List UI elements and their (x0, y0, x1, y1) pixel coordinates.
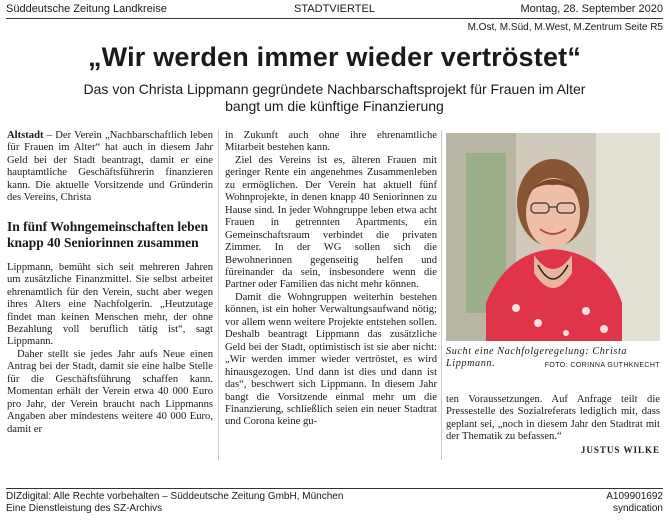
edition-info: M.Ost, M.Süd, M.West, M.Zentrum Seite R5 (467, 22, 663, 33)
paragraph: Ziel des Vereins ist es, älteren Frauen mit geringer Rente ein angenehmes Zusammenleben zu ermöglichen. Der Verein hat aktuell fünf Wohnprojekte, in denen knapp 40 Seniorinnen zu Hause sind. In jeder Wohngruppe leben etwa acht Frauen in getrennten Apartments, ein Gemeinschaftsraum verbindet die privaten Zimmer. In der WG sollen sich die Bewohnerinnen gegenseitig helfen und füreinander da sein, insbesondere wenn die Partner oder Familien das nicht mehr können. (225, 154, 437, 291)
paragraph: ten Voraussetzungen. Auf Anfrage teilt die Pressestelle des Sozialreferats lediglich mit, dass geplant sei, „noch in diesem Jahr den Stadtrat mit der Thematik zu befassen.“ (446, 394, 660, 443)
rights-notice: DIZdigital: Alle Rechte vorbehalten – Süddeutsche Zeitung GmbH, München (6, 491, 344, 502)
publication-name: Süddeutsche Zeitung Landkreise (6, 3, 167, 15)
subheadline-line-2: bangt um die künftige Finanzierung (225, 98, 444, 114)
issue-date: Montag, 28. September 2020 (520, 3, 663, 15)
article-subheadline (60, 81, 609, 115)
caption-text: Sucht eine Nachfolgeregelung: Christa Lippmann. (446, 346, 628, 369)
article-headline: „Wir werden immer wieder vertröstet“ (87, 42, 582, 72)
footer-rule (6, 488, 663, 489)
article-column-3 (446, 394, 660, 456)
column-divider (218, 130, 219, 460)
intro-paragraph (7, 130, 213, 205)
paragraph: Daher stellt sie jedes Jahr aufs Neue einen Antrag bei der Stadt, damit sie eine halbe Stelle für die Geschäftsführung schaffen kann. Momentan erhält der Verein etwa 40 000 Euro pro Jahr, der Verein braucht nach Lippmanns Angaben aber mindestens weitere 40 000 Euro, damit er (7, 348, 213, 435)
column-divider (441, 130, 442, 460)
portrait-photo (446, 133, 660, 341)
footer-doc-info (606, 491, 663, 515)
photo-credit: FOTO: CORINNA GUTHKNECHT (544, 362, 660, 369)
page-header (6, 3, 663, 17)
paragraph: in Zukunft auch ohne ihre ehrenamtliche Mitarbeit bestehen kann. (225, 130, 437, 154)
section-name: STADTVIERTEL (294, 3, 375, 15)
paragraph: Lippmann, bemüht sich seit mehreren Jahren um zusätzliche Finanzmittel. Sie selbst arbeitet ehrenamtlich für den Verein, sucht aber wegen ihres Alters eine Nachfolgerin. „Heutzutage findet man keinen Menschen mehr, der ohne Bezahlung voll beruflich tätig ist“, sagt Lippmann. (7, 261, 213, 348)
article-column-1 (7, 130, 213, 436)
dateline: Altstadt (7, 130, 44, 141)
article-column-2 (225, 130, 437, 429)
photo-caption (446, 346, 660, 372)
archive-service: Eine Dienstleistung des SZ-Archivs (6, 503, 163, 514)
paragraph: Damit die Wohngruppen weiterhin bestehen können, ist ein hoher Verwaltungsaufwand nötig; vor allem wenn weitere Projekte entstehen sollen. Deshalb beantragt Lippmann das zusätzliche Geld bei der Stadt, optimistisch ist sie aber nicht: „Wir werden immer wieder vertröstet, es wird hinausgezogen. Und dann ist dies und dann ist das“, beschwert sich Lippmann. In diesem Jahr bangt die Vorsitzende einmal mehr um die Finanzierung, schließlich seien ein neuer Stadtrat und Corona keine gu- (225, 291, 437, 428)
document-type: syndication (612, 503, 663, 514)
footer-rights (6, 491, 343, 515)
portrait-illustration (446, 133, 660, 341)
subheadline-line-1: Das von Christa Lippmann gegründete Nachbarschaftsprojekt für Frauen im Alter (83, 81, 586, 97)
crosshead: In fünf Wohngemeinschaften leben knapp 40 Seniorinnen zusammen (7, 218, 209, 250)
header-rule (6, 18, 663, 19)
intro-text: – Der Verein „Nachbarschaftlich leben für Frauen im Alter“ hat auch in diesem Jahr Geld bei der Stadt beantragt, damit er eine hauptamtliche Geschäftsführerin finanzieren kann. Die aktuelle Vorsitzende und Gründerin des Vereins, Christa (7, 130, 213, 204)
author-name: JUSTUS WILKE (580, 444, 660, 455)
document-id: A109901692 (606, 491, 663, 502)
